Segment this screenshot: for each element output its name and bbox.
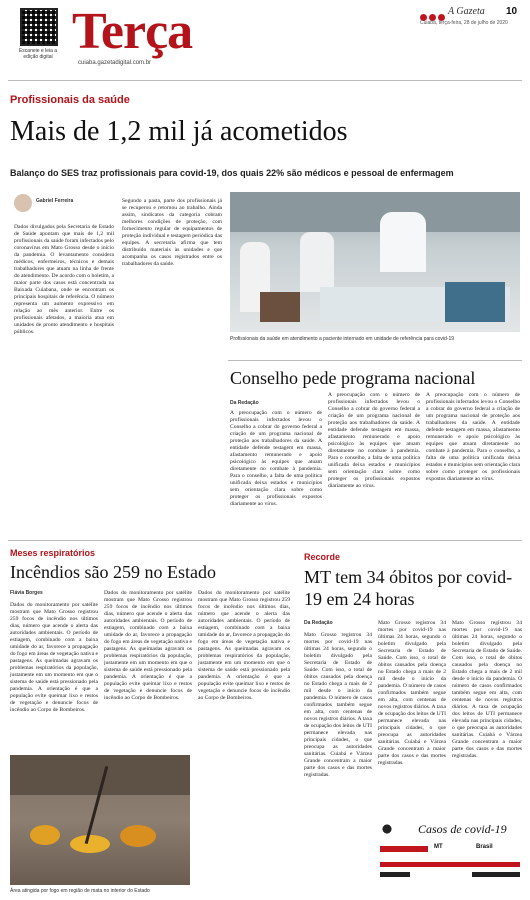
- masthead-url[interactable]: cuiaba.gazetadigital.com.br: [78, 60, 152, 66]
- council-author: Da Redação: [230, 400, 259, 406]
- section-divider: [8, 540, 522, 541]
- fires-headline: Incêndios são 259 no Estado: [10, 562, 216, 582]
- fires-column-1: Dados do monitoramento por satélite mostram que Mato Grosso registrou 259 focos de incêndio nos últimos dias, número que acende o alerta das autoridades ambientais. O período de estiagem, combinado com a baixa umidade do ar, favorece a propagação do fogo em áreas de vegetação nativa e pastagens. As queimadas agravam os problemas respiratórios da população, justamente em um momento em que o sistema de saúde está pressionado pela pandemia. A orientação é que a população evite queimar lixo e restos de vegetação e denuncie focos de incêndio ao Corpo de Bombeiros.: [10, 602, 98, 713]
- main-photo: [230, 192, 520, 332]
- main-deck: Balanço do SES traz profissionais para covid-19, dos quais 22% são médicos e pessoal de enfermagem: [10, 168, 454, 178]
- council-column-3: A preocupação com o número de profissionais infectados levou o Conselho a cobrar do governo federal a criação de um programa nacional de proteção aos trabalhadores da saúde. A entidade defende testagem em massa, afastamento remunerado e apoio psicológico às equipes que atuam diretamente no combate à pandemia. Para o conselho, a falta de uma política unificada deixa estados e municípios sem orientação clara sobre como proteger os profissionais expostos diariamente ao vírus.: [426, 392, 520, 482]
- fires-kicker: Meses respiratórios: [10, 548, 96, 558]
- fires-author: Flávia Borges: [10, 590, 43, 596]
- stat-bar-3: [472, 872, 520, 877]
- council-headline: Conselho pede programa nacional: [230, 368, 476, 388]
- fires-column-2: Dados do monitoramento por satélite mostram que Mato Grosso registrou 259 focos de incêndio nos últimos dias, número que acende o alerta das autoridades ambientais. O período de estiagem, combinado com a baixa umidade do ar, favorece a propagação do fogo em áreas de vegetação nativa e pastagens. As queimadas agravam os problemas respiratórios da população, justamente em um momento em que o sistema de saúde está pressionado pela pandemia. A orientação é que a população evite queimar lixo e restos de vegetação e denuncie focos de incêndio ao Corpo de Bombeiros.: [104, 590, 192, 701]
- qr-code[interactable]: [20, 8, 58, 46]
- fires-column-3: Dados do monitoramento por satélite mostram que Mato Grosso registrou 259 focos de incêndio nos últimos dias, número que acende o alerta das autoridades ambientais. O período de estiagem, combinado com a baixa umidade do ar, favorece a propagação do fogo em áreas de vegetação nativa e pastagens. As queimadas agravam os problemas respiratórios da população, justamente em um momento em que o sistema de saúde está pressionado pela pandemia. A orientação é que a população evite queimar lixo e restos de vegetação e denuncie focos de incêndio ao Corpo de Bombeiros.: [198, 590, 290, 701]
- main-column-1: Dados divulgados pela Secretaria de Estado de Saúde apontam que mais de 1,2 mil profissionais da saúde foram infectados pelo coronavírus em Mato Grosso desde o início da pandemia. O levantamento considera médicos, enfermeiros, técnicos e demais trabalhadores que atuam na linha de frente do atendimento. De acordo com o boletim, a maior parte dos casos está concentrada na Baixada Cuiabana, onde se encontram os principais hospitais de referência. O número representa um aumento expressivo em relação ao mês anterior. Entre os profissionais afetados, a maioria atua em unidades de pronto atendimento e hospitais públicos.: [14, 224, 114, 335]
- stat-bar-1: [380, 862, 520, 867]
- stat-bar-2: [380, 872, 410, 877]
- council-column-2: A preocupação com o número de profissionais infectados levou o Conselho a cobrar do governo federal a criação de um programa nacional de proteção aos trabalhadores da saúde. A entidade defende testagem em massa, afastamento remunerado e apoio psicológico às equipes que atuam diretamente no combate à pandemia. Para o conselho, a falta de uma política unificada deixa estados e municípios sem orientação clara sobre como proteger os profissionais expostos diariamente ao vírus.: [328, 392, 420, 489]
- main-column-2: Segundo a pasta, parte dos profissionais já se recuperou e retornou ao trabalho. Ainda assim, sindicatos da categoria cobram melhores condições de proteção, com fornecimento regular de equipamentos de proteção individual e testagem periódica das equipes. A secretaria afirma que tem distribuído materiais às unidades e que acompanha os casos registrados entre os trabalhadores da saúde.: [122, 198, 222, 267]
- deaths-column-3: Mato Grosso registrou 34 mortes por covid-19 nas últimas 24 horas, segundo o boletim divulgado pela Secretaria de Estado de Saúde. Com isso, o total de óbitos causados pela doença no Estado chega a mais de 2 mil desde o início da pandemia. O número de casos confirmados também segue em alta, com centenas de novos registros diários. A taxa de ocupação dos leitos de UTI permanece elevada nas principais cidades, o que preocupa as autoridades sanitárias. Cuiabá e Várzea Grande concentram a maior parte dos casos e das mortes registradas.: [452, 620, 522, 759]
- header-divider: [8, 80, 522, 81]
- deaths-headline: MT tem 34 óbitos por covid-19 em 24 horas: [304, 567, 513, 609]
- main-photo-caption: Profissionais da saúde em atendimento a paciente internado em unidade de referência para covid-19: [230, 336, 455, 342]
- edition-date: Cuiabá, terça-feira, 28 de julho de 2020: [420, 20, 508, 26]
- deaths-column-2: Mato Grosso registrou 34 mortes por covid-19 nas últimas 24 horas, segundo o boletim divulgado pela Secretaria de Estado de Saúde. Com isso, o total de óbitos causados pela doença no Estado chega a mais de 2 mil desde o início da pandemia. O número de casos confirmados também segue em alta, com centenas de novos registros diários. A taxa de ocupação dos leitos de UTI permanece elevada nas principais cidades, o que preocupa as autoridades sanitárias. Cuiabá e Várzea Grande concentram a maior parte dos casos e das mortes registradas.: [378, 620, 446, 766]
- br-label: Brasil: [476, 844, 493, 850]
- deaths-kicker: Recorde: [304, 552, 341, 562]
- masthead-title: Terça: [72, 3, 193, 60]
- brand-name: A Gazeta: [448, 6, 485, 17]
- main-kicker: Profissionais da saúde: [10, 94, 130, 106]
- fires-photo: [10, 755, 190, 885]
- deaths-column-1: Mato Grosso registrou 34 mortes por covid-19 nas últimas 24 horas, segundo o boletim divulgado pela Secretaria de Estado de Saúde. Com isso, o total de óbitos causados pela doença no Estado chega a mais de 2 mil desde o início da pandemia. O número de casos confirmados também segue em alta, com centenas de novos registros diários. A taxa de ocupação dos leitos de UTI permanece elevada nas principais cidades, o que preocupa as autoridades sanitárias. Cuiabá e Várzea Grande concentram a maior parte dos casos e das mortes registradas.: [304, 632, 372, 778]
- author-avatar: [14, 194, 32, 212]
- council-divider: [228, 360, 522, 361]
- council-column-1: A preocupação com o número de profissionais infectados levou o Conselho a cobrar do governo federal a criação de um programa nacional de proteção aos trabalhadores da saúde. A entidade defende testagem em massa, afastamento remunerado e apoio psicológico às equipes que atuam diretamente no combate à pandemia. Para o conselho, a falta de uma política unificada deixa estados e municípios sem orientação clara sobre como proteger os profissionais expostos diariamente ao vírus.: [230, 410, 322, 507]
- fires-photo-caption: Área atingida por fogo em região de mata no interior do Estado: [10, 888, 150, 894]
- qr-caption: Escaneie e leia a edição digital: [18, 48, 58, 60]
- page-number: 10: [506, 6, 518, 17]
- widget-title: Casos de covid-19: [418, 822, 507, 836]
- covid-widget: [372, 818, 522, 894]
- mt-label: MT: [434, 844, 443, 850]
- virus-icon: [378, 820, 396, 838]
- mt-bar: [380, 846, 428, 852]
- main-headline: Mais de 1,2 mil já acometidos: [10, 116, 348, 147]
- main-author: Gabriel Ferreira: [36, 198, 74, 204]
- deaths-author: Da Redação: [304, 620, 333, 626]
